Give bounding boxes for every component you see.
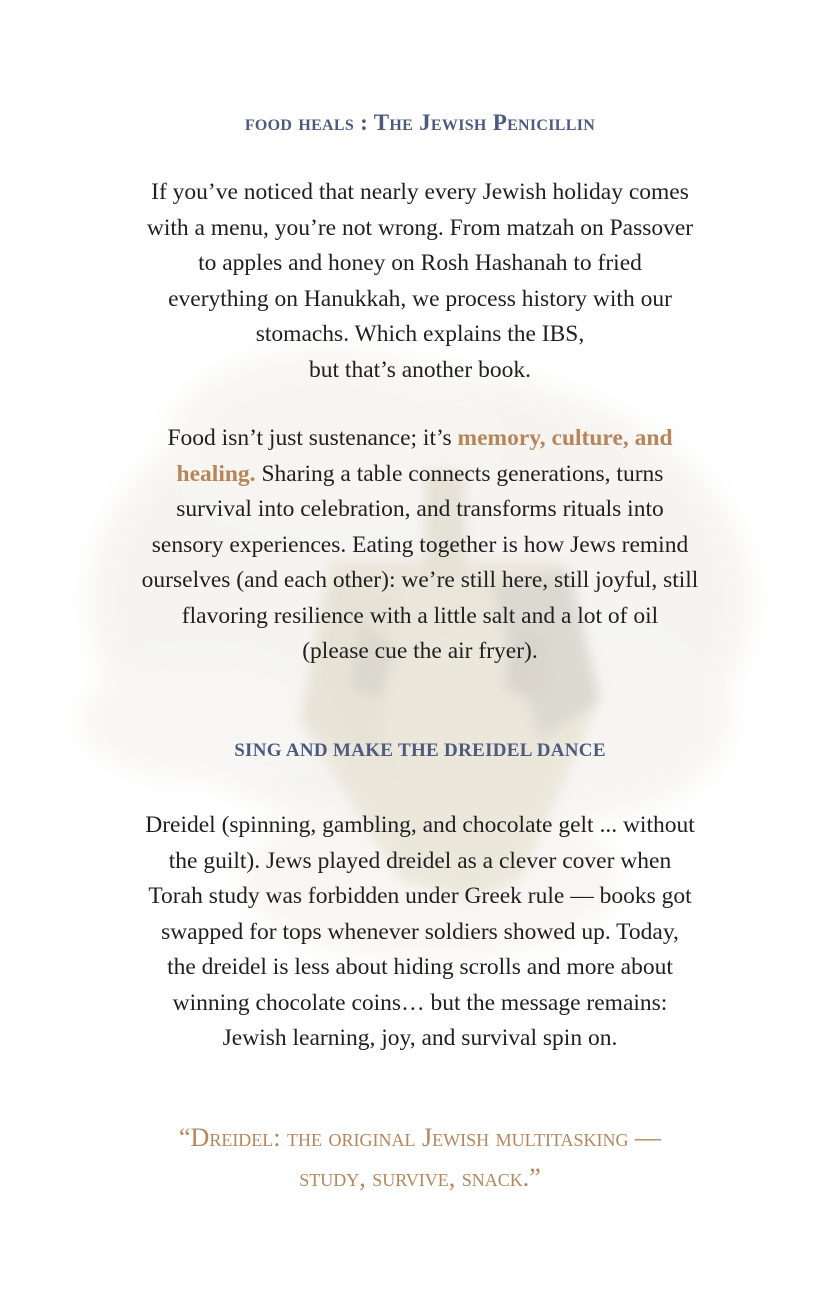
paragraph-food-intro — [0, 175, 840, 388]
text-line: swapped for tops whenever soldiers showed up. Today, — [161, 918, 679, 945]
pull-quote — [0, 1118, 840, 1198]
text-line: the dreidel is less about hiding scrolls and more about — [167, 954, 673, 980]
quote-line: study, survive, snack.” — [299, 1163, 541, 1192]
text-line: If you’ve noticed that nearly every Jewish holiday comes — [151, 179, 689, 205]
text-line: (please cue the air fryer). — [302, 638, 538, 664]
highlight-text: memory, culture, and — [457, 425, 673, 451]
section-heading-food-heals: food heals : The Jewish Penicillin — [244, 110, 596, 135]
text-plain: Sharing a table connects generations, turns — [255, 460, 664, 487]
quote-line: “Dreidel: the original Jewish multitasking — — [179, 1123, 661, 1152]
text-line — [0, 457, 840, 493]
text-line: winning chocolate coins… but the message remains: — [172, 989, 668, 1016]
text-line: stomachs. Which explains the IBS, — [255, 321, 585, 347]
text-line: to apples and honey on Rosh Hashanah to fried — [198, 250, 642, 276]
text-line: Torah study was forbidden under Greek rule — books got — [148, 883, 692, 909]
text-line: survival into celebration, and transforms rituals into — [176, 496, 664, 522]
highlight-text: healing. — [176, 460, 256, 487]
text-line: ourselves (and each other): we’re still here, still joyful, still — [141, 567, 699, 593]
text-line: Jewish learning, joy, and survival spin on. — [222, 1025, 618, 1051]
text-line: with a menu, you’re not wrong. From matzah on Passover — [146, 214, 694, 241]
text-line: Dreidel (spinning, gambling, and chocolate gelt ... without — [145, 812, 695, 838]
text-line: the guilt). Jews played dreidel as a clever cover when — [168, 847, 672, 874]
text-plain: Food isn’t just sustenance; it’s — [167, 425, 458, 451]
section-heading-dreidel: SING AND MAKE THE DREIDEL DANCE — [234, 740, 606, 761]
text-line: sensory experiences. Eating together is how Jews remind — [151, 531, 689, 558]
text-line — [0, 421, 840, 457]
text-line: flavoring resilience with a little salt and a lot of oil — [181, 602, 659, 629]
text-line: but that’s another book. — [309, 356, 531, 383]
paragraph-dreidel — [0, 808, 840, 1057]
text-line: everything on Hanukkah, we process history with our — [168, 285, 672, 312]
paragraph-food-memory — [0, 421, 840, 670]
